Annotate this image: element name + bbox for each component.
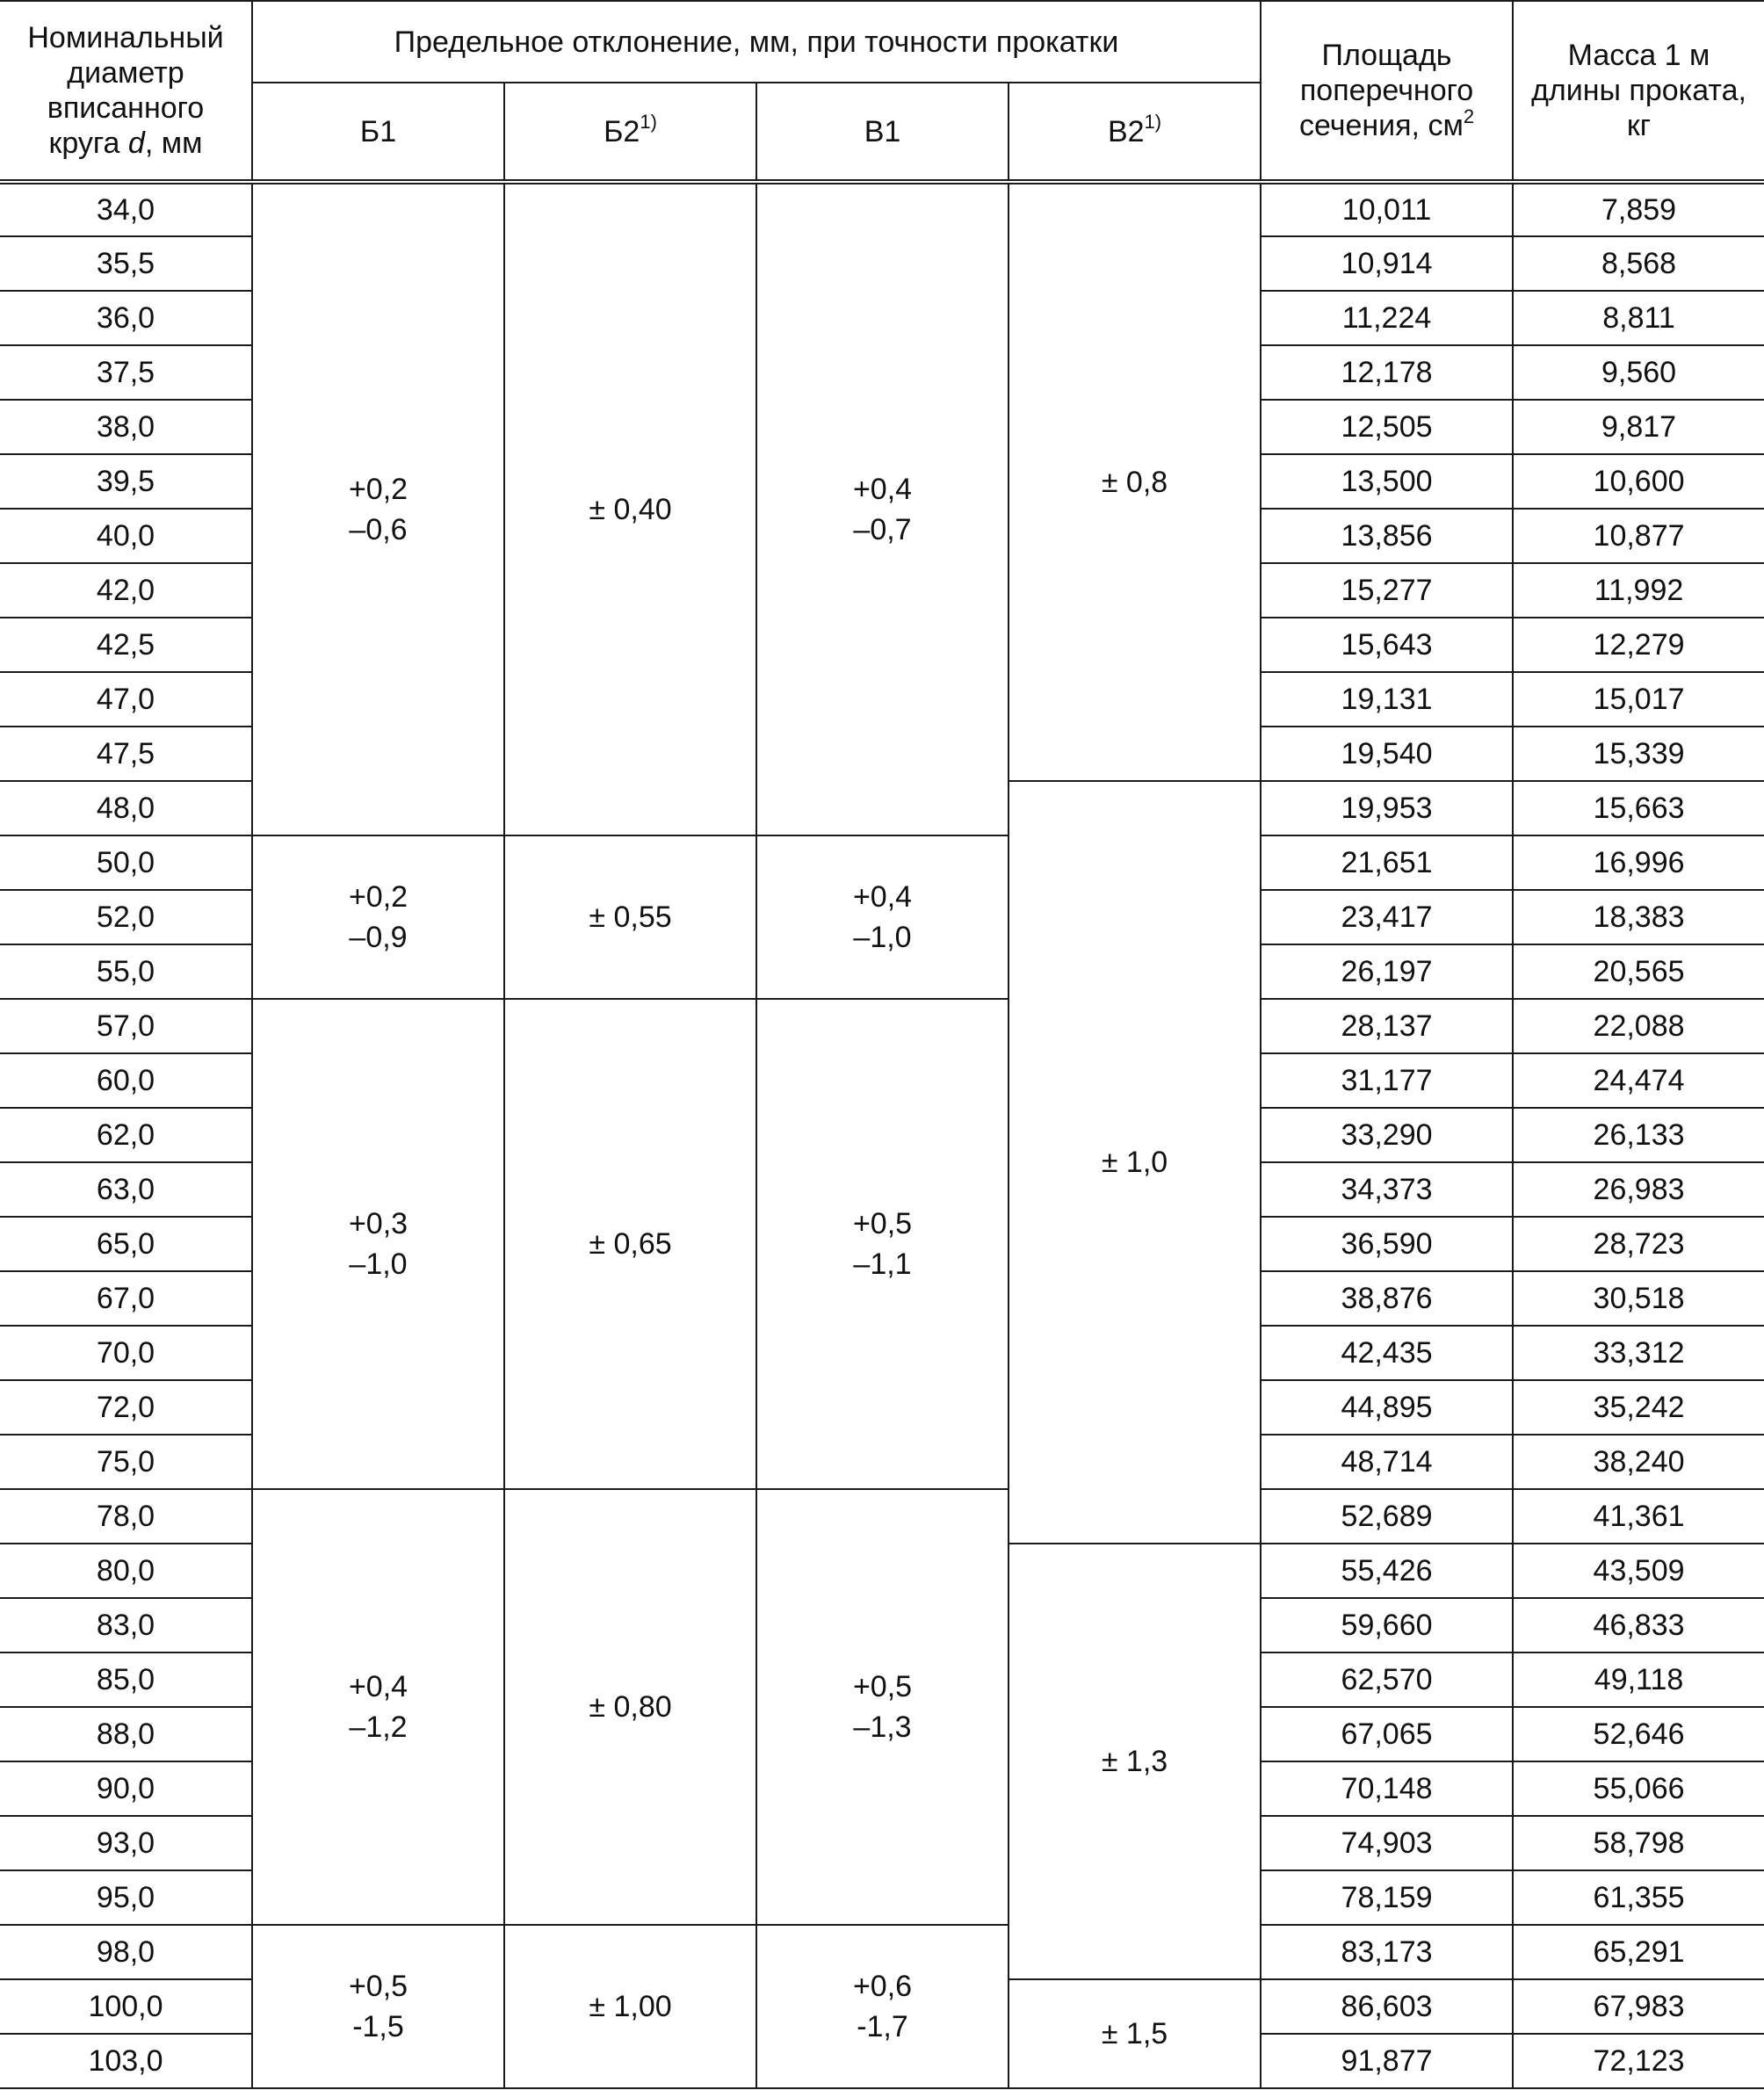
cell-diameter: 40,0: [0, 509, 252, 563]
cell-mass: 8,811: [1513, 291, 1764, 345]
cell-diameter: 50,0: [0, 835, 252, 890]
cell-diameter: 67,0: [0, 1271, 252, 1326]
cell-tolerance-v1: +0,5 –1,3: [756, 1489, 1009, 1925]
cell-tolerance-v1: +0,5 –1,1: [756, 999, 1009, 1489]
cell-mass: 72,123: [1513, 2034, 1764, 2088]
cell-mass: 26,133: [1513, 1108, 1764, 1162]
cell-mass: 35,242: [1513, 1380, 1764, 1435]
cell-tolerance-b2: ± 0,65: [504, 999, 756, 1489]
cell-mass: 61,355: [1513, 1870, 1764, 1925]
cell-mass: 8,568: [1513, 236, 1764, 291]
cell-diameter: 88,0: [0, 1707, 252, 1761]
cell-area: 52,689: [1261, 1489, 1513, 1544]
cell-diameter: 34,0: [0, 182, 252, 236]
cell-diameter: 80,0: [0, 1544, 252, 1598]
cell-tolerance-b2: ± 0,80: [504, 1489, 756, 1925]
cell-mass: 52,646: [1513, 1707, 1764, 1761]
cell-area: 28,137: [1261, 999, 1513, 1053]
cell-area: 83,173: [1261, 1925, 1513, 1979]
cell-mass: 58,798: [1513, 1816, 1764, 1870]
table-row: [0, 999, 1764, 1053]
cell-tolerance-v2: ± 1,0: [1009, 781, 1261, 1544]
cell-area: 11,224: [1261, 291, 1513, 345]
cell-area: 21,651: [1261, 835, 1513, 890]
cell-tolerance-v1: +0,4 –0,7: [756, 182, 1009, 835]
header-mass: Масса 1 м длины проката, кг: [1513, 1, 1764, 182]
cell-mass: 30,518: [1513, 1271, 1764, 1326]
cell-area: 10,914: [1261, 236, 1513, 291]
cell-mass: 55,066: [1513, 1761, 1764, 1816]
cell-area: 48,714: [1261, 1435, 1513, 1489]
cell-mass: 38,240: [1513, 1435, 1764, 1489]
cell-tolerance-v2: ± 1,5: [1009, 1979, 1261, 2088]
cell-tolerance-b1: +0,2 –0,6: [252, 182, 504, 835]
cell-mass: 15,339: [1513, 727, 1764, 781]
cell-mass: 46,833: [1513, 1598, 1764, 1652]
cell-mass: 18,383: [1513, 890, 1764, 944]
cell-area: 13,856: [1261, 509, 1513, 563]
cell-mass: 33,312: [1513, 1326, 1764, 1380]
cell-mass: 43,509: [1513, 1544, 1764, 1598]
header-diameter: Номинальный диаметр вписанного круга d, мм: [0, 1, 252, 182]
cell-area: 59,660: [1261, 1598, 1513, 1652]
cell-area: 10,011: [1261, 182, 1513, 236]
cell-diameter: 37,5: [0, 345, 252, 400]
cell-area: 12,505: [1261, 400, 1513, 454]
header-area: Площадь поперечного сечения, $см^2$: [1261, 1, 1513, 182]
cell-area: 91,877: [1261, 2034, 1513, 2088]
cell-diameter: 100,0: [0, 1979, 252, 2034]
cell-area: 19,131: [1261, 672, 1513, 727]
cell-area: 62,570: [1261, 1652, 1513, 1707]
cell-mass: 9,817: [1513, 400, 1764, 454]
cell-area: 74,903: [1261, 1816, 1513, 1870]
cell-mass: 41,361: [1513, 1489, 1764, 1544]
cell-mass: 15,663: [1513, 781, 1764, 835]
cell-area: 36,590: [1261, 1217, 1513, 1271]
cell-diameter: 78,0: [0, 1489, 252, 1544]
cell-mass: 20,565: [1513, 944, 1764, 999]
cell-diameter: 85,0: [0, 1652, 252, 1707]
cell-diameter: 95,0: [0, 1870, 252, 1925]
cell-mass: 26,983: [1513, 1162, 1764, 1217]
cell-tolerance-b1: +0,2 –0,9: [252, 835, 504, 999]
header-class-v2: В2$^{1)}$: [1009, 83, 1261, 182]
cell-diameter: 52,0: [0, 890, 252, 944]
cell-tolerance-v1: +0,6 -1,7: [756, 1925, 1009, 2088]
cell-diameter: 42,0: [0, 563, 252, 618]
cell-mass: 7,859: [1513, 182, 1764, 236]
cell-area: 12,178: [1261, 345, 1513, 400]
cell-diameter: 62,0: [0, 1108, 252, 1162]
cell-area: 19,540: [1261, 727, 1513, 781]
cell-mass: 65,291: [1513, 1925, 1764, 1979]
cell-tolerance-b1: +0,3 –1,0: [252, 999, 504, 1489]
cell-area: 86,603: [1261, 1979, 1513, 2034]
cell-tolerance-v2: ± 0,8: [1009, 182, 1261, 781]
table-header: [0, 1, 1764, 182]
cell-diameter: 38,0: [0, 400, 252, 454]
cell-diameter: 93,0: [0, 1816, 252, 1870]
cell-area: 55,426: [1261, 1544, 1513, 1598]
header-deviation-group: Предельное отклонение, мм, при точности прокатки: [252, 1, 1261, 83]
cell-area: 42,435: [1261, 1326, 1513, 1380]
cell-tolerance-b2: ± 1,00: [504, 1925, 756, 2088]
header-class-b2: Б2$^{1)}$: [504, 83, 756, 182]
table-body: [0, 182, 1764, 2088]
cell-tolerance-b1: +0,4 –1,2: [252, 1489, 504, 1925]
cell-mass: 10,877: [1513, 509, 1764, 563]
cell-mass: 67,983: [1513, 1979, 1764, 2034]
cell-diameter: 39,5: [0, 454, 252, 509]
cell-area: 15,277: [1261, 563, 1513, 618]
cell-mass: 10,600: [1513, 454, 1764, 509]
cell-mass: 15,017: [1513, 672, 1764, 727]
cell-tolerance-b2: ± 0,55: [504, 835, 756, 999]
cell-area: 34,373: [1261, 1162, 1513, 1217]
cell-tolerance-v1: +0,4 –1,0: [756, 835, 1009, 999]
cell-area: 38,876: [1261, 1271, 1513, 1326]
cell-tolerance-b2: ± 0,40: [504, 182, 756, 835]
cell-area: 33,290: [1261, 1108, 1513, 1162]
cell-area: 31,177: [1261, 1053, 1513, 1108]
cell-mass: 9,560: [1513, 345, 1764, 400]
cell-mass: 24,474: [1513, 1053, 1764, 1108]
cell-area: 15,643: [1261, 618, 1513, 672]
table-row: [0, 1925, 1764, 1979]
header-class-b1: Б1: [252, 83, 504, 182]
cell-mass: 49,118: [1513, 1652, 1764, 1707]
cell-diameter: 98,0: [0, 1925, 252, 1979]
cell-diameter: 47,0: [0, 672, 252, 727]
cell-diameter: 90,0: [0, 1761, 252, 1816]
cell-diameter: 63,0: [0, 1162, 252, 1217]
cell-area: 78,159: [1261, 1870, 1513, 1925]
cell-diameter: 57,0: [0, 999, 252, 1053]
cell-mass: 11,992: [1513, 563, 1764, 618]
cell-diameter: 47,5: [0, 727, 252, 781]
header-class-v1: В1: [756, 83, 1009, 182]
cell-area: 13,500: [1261, 454, 1513, 509]
table-row: [0, 1489, 1764, 1544]
cell-diameter: 103,0: [0, 2034, 252, 2088]
cell-diameter: 83,0: [0, 1598, 252, 1652]
cell-area: 23,417: [1261, 890, 1513, 944]
cell-area: 26,197: [1261, 944, 1513, 999]
cell-diameter: 42,5: [0, 618, 252, 672]
cell-diameter: 36,0: [0, 291, 252, 345]
cell-diameter: 35,5: [0, 236, 252, 291]
table-row: [0, 835, 1764, 890]
cell-tolerance-b1: +0,5 -1,5: [252, 1925, 504, 2088]
cell-diameter: 75,0: [0, 1435, 252, 1489]
cell-mass: 22,088: [1513, 999, 1764, 1053]
cell-area: 70,148: [1261, 1761, 1513, 1816]
cell-diameter: 60,0: [0, 1053, 252, 1108]
cell-tolerance-v2: ± 1,3: [1009, 1544, 1261, 1979]
cell-diameter: 70,0: [0, 1326, 252, 1380]
cell-mass: 16,996: [1513, 835, 1764, 890]
cell-mass: 12,279: [1513, 618, 1764, 672]
cell-mass: 28,723: [1513, 1217, 1764, 1271]
cell-diameter: 72,0: [0, 1380, 252, 1435]
cell-area: 19,953: [1261, 781, 1513, 835]
cell-area: 67,065: [1261, 1707, 1513, 1761]
cell-diameter: 55,0: [0, 944, 252, 999]
cell-diameter: 48,0: [0, 781, 252, 835]
cell-diameter: 65,0: [0, 1217, 252, 1271]
table-row: [0, 182, 1764, 236]
cell-area: 44,895: [1261, 1380, 1513, 1435]
